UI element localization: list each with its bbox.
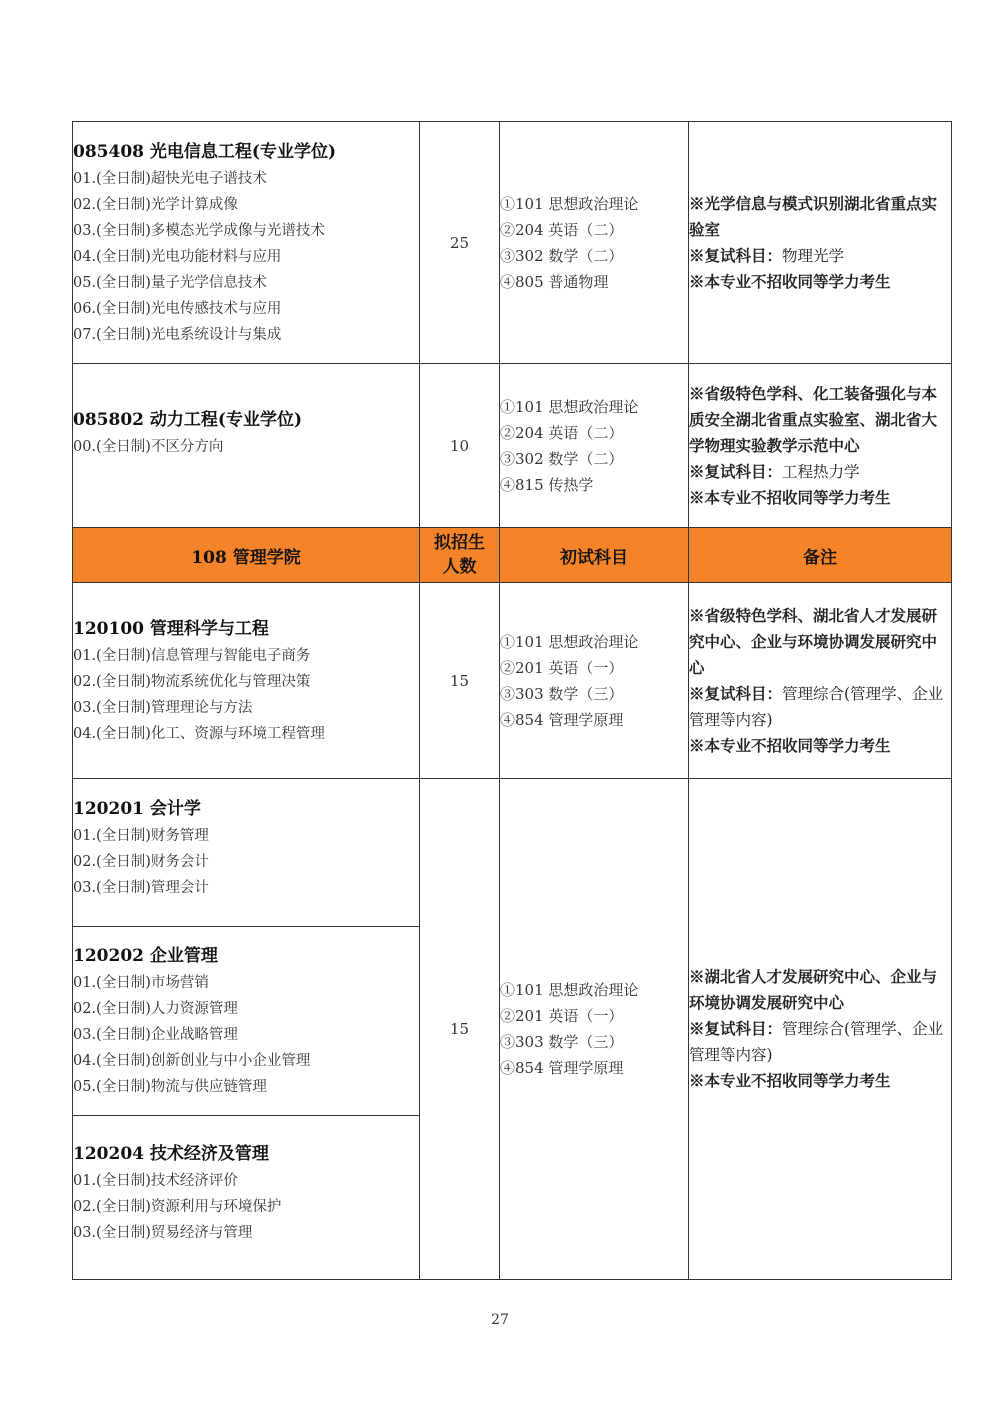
notes-cell [689,779,952,1280]
subject-item: ②204 英语（二） [500,423,624,442]
program-title [73,615,419,643]
program-title [73,138,419,166]
note-item: ※复试科目：工程热力学 [689,461,860,481]
quota-header: 拟招生 人数 [420,528,500,583]
admissions-table [72,121,952,1280]
page-number: 27 [491,1312,509,1328]
note-item: ※复试科目：管理综合(管理学、企业管理等内容) [689,1019,944,1064]
direction-item: 02.(全日制)人力资源管理 [73,1001,238,1017]
program-title [73,795,419,823]
table-row [73,779,952,927]
direction-item: 07.(全日制)光电系统设计与集成 [73,326,282,343]
direction-item: 02.(全日制)光学计算成像 [73,196,238,213]
direction-item: 04.(全日制)创新创业与中小企业管理 [73,1053,311,1069]
table-row [73,583,952,779]
subject-item: ①101 思想政治理论 [500,632,639,651]
note-item: ※光学信息与模式识别湖北省重点实验室 [689,193,938,239]
direction-item: 01.(全日制)超快光电子谱技术 [73,170,267,187]
direction-item: 03.(全日制)企业战略管理 [73,1027,238,1043]
quota-cell: 15 [420,779,500,1280]
subject-item: ④805 普通物理 [500,272,609,291]
subjects-cell [500,122,689,364]
note-item: ※复试科目：管理综合(管理学、企业管理等内容) [689,683,944,729]
notes-header: 备注 [689,528,952,583]
subject-item: ①101 思想政治理论 [500,194,639,213]
direction-item: 03.(全日制)管理理论与方法 [73,699,253,716]
direction-item: 01.(全日制)财务管理 [73,827,209,844]
note-item: ※本专业不招收同等学力考生 [689,1071,891,1090]
subject-item: ③303 数学（三） [500,1033,624,1051]
notes-cell [689,122,952,364]
subject-item: ③303 数学（三） [500,684,624,703]
subject-item: ②201 英语（一） [500,658,624,677]
direction-item: 03.(全日制)管理会计 [73,879,209,896]
program-name: 会计学 [149,798,201,819]
program-cell [73,1116,420,1280]
program-name: 企业管理 [149,946,218,966]
notes-cell [689,364,952,528]
direction-item: 02.(全日制)资源利用与环境保护 [73,1198,282,1215]
direction-item: 01.(全日制)信息管理与智能电子商务 [73,647,311,664]
subject-item: ③302 数学（二） [500,246,624,265]
program-cell [73,583,420,779]
direction-item: 04.(全日制)光电功能材料与应用 [73,248,282,265]
college-header: 108 管理学院 [73,528,420,583]
table-row [73,364,952,528]
program-cell [73,364,420,528]
program-cell [73,927,420,1116]
direction-item: 06.(全日制)光电传感技术与应用 [73,300,282,317]
direction-item: 01.(全日制)市场营销 [73,975,209,991]
program-cell [73,779,420,927]
program-code: 120201 [73,798,144,819]
subject-item: ②204 英语（二） [500,220,624,239]
direction-item: 00.(全日制)不区分方向 [73,438,224,455]
subject-item: ④815 传热学 [500,475,594,494]
quota-cell: 15 [420,583,500,779]
program-title [73,1140,419,1168]
program-code: 120202 [73,946,144,966]
note-item: ※本专业不招收同等学力考生 [689,487,891,507]
program-code: 085408 [73,141,144,162]
direction-item: 03.(全日制)多模态光学成像与光谱技术 [73,222,325,239]
quota-cell: 10 [420,364,500,528]
notes-cell [689,583,952,779]
subject-item: ②201 英语（一） [500,1007,624,1025]
program-name: 光电信息工程(专业学位) [149,141,336,162]
program-name: 技术经济及管理 [149,1143,269,1164]
direction-item: 03.(全日制)贸易经济与管理 [73,1224,253,1241]
program-name: 动力工程(专业学位) [149,409,302,430]
direction-item: 02.(全日制)财务会计 [73,853,209,870]
program-code: 085802 [73,409,144,430]
subjects-cell [500,364,689,528]
direction-item: 04.(全日制)化工、资源与环境工程管理 [73,725,325,742]
subject-item: ④854 管理学原理 [500,710,624,729]
program-code: 120100 [73,618,144,639]
program-title [73,406,419,434]
program-name: 管理科学与工程 [149,618,269,639]
quota-cell: 25 [420,122,500,364]
subject-item: ①101 思想政治理论 [500,981,639,999]
note-item: ※省级特色学科、湖北省人才发展研究中心、企业与环境协调发展研究中心 [689,605,938,677]
direction-item: 02.(全日制)物流系统优化与管理决策 [73,673,311,690]
direction-item: 05.(全日制)量子光学信息技术 [73,274,267,291]
note-item: ※本专业不招收同等学力考生 [689,735,891,755]
subjects-cell [500,779,689,1280]
subject-item: ①101 思想政治理论 [500,397,639,416]
note-item: ※本专业不招收同等学力考生 [689,271,891,291]
subject-item: ④854 管理学原理 [500,1059,624,1077]
note-item: ※复试科目：物理光学 [689,245,845,265]
subject-item: ③302 数学（二） [500,449,624,468]
section-header-row [73,528,952,583]
program-cell [73,122,420,364]
program-title [73,942,419,970]
subjects-header: 初试科目 [500,528,689,583]
direction-item: 01.(全日制)技术经济评价 [73,1172,238,1189]
table-row [73,122,952,364]
program-code: 120204 [73,1143,144,1164]
direction-item: 05.(全日制)物流与供应链管理 [73,1079,267,1095]
subjects-cell [500,583,689,779]
note-item: ※省级特色学科、化工装备强化与本质安全湖北省重点实验室、湖北省大学物理实验教学示范中心 [689,383,938,455]
note-item: ※湖北省人才发展研究中心、企业与环境协调发展研究中心 [689,967,938,1012]
